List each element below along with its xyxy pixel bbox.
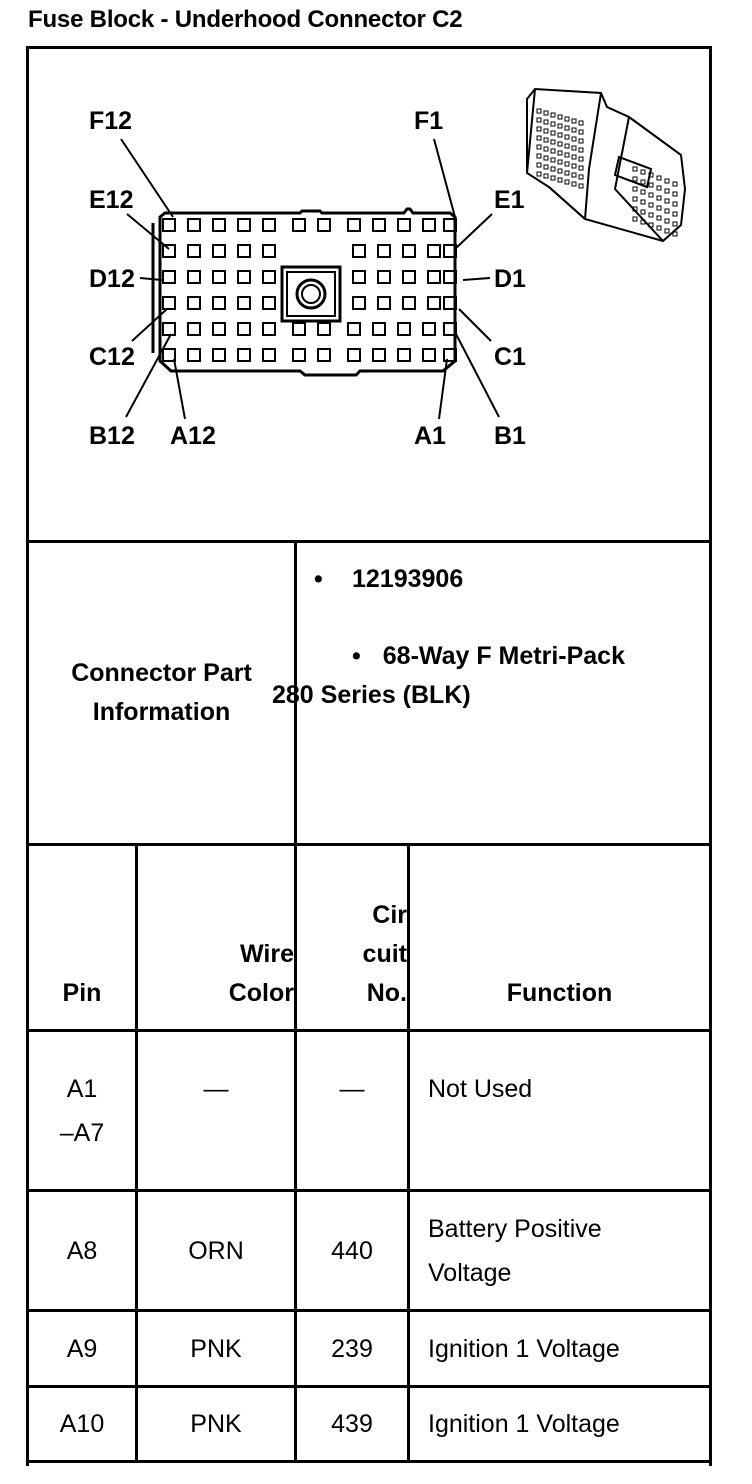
row-3-function [410, 1312, 709, 1385]
thumb-cavity [558, 115, 562, 119]
row-2-wire [138, 1192, 294, 1309]
cavity [428, 271, 440, 283]
connector-face-drawing [29, 49, 709, 541]
cavity [163, 297, 175, 309]
thumb-cavity [551, 149, 555, 153]
thumb-cavity [565, 171, 569, 175]
row-3-wire [138, 1312, 294, 1385]
thumb-cavity [537, 172, 541, 176]
thumb-cavity [579, 130, 583, 134]
cavity [293, 219, 305, 231]
label-c1: C1 [494, 343, 526, 371]
cavity [378, 245, 390, 257]
row-3-wire-text: PNK [190, 1334, 242, 1363]
thumb-cavity [537, 109, 541, 113]
cavity [163, 271, 175, 283]
label-a1: A1 [414, 422, 446, 450]
thumb-cavity [551, 158, 555, 162]
cavity [403, 245, 415, 257]
thumb-cavity [633, 187, 637, 191]
header-circuit-line1: Cir [372, 901, 407, 929]
thumb-cavity [641, 170, 645, 174]
cavity [353, 297, 365, 309]
thumb-cavity [572, 119, 576, 123]
cavity [238, 297, 250, 309]
label-f12: F12 [89, 107, 133, 135]
row-1-wire-text: — [203, 1074, 229, 1103]
page-title: Fuse Block - Underhood Connector C2 [28, 6, 463, 33]
cavity [348, 323, 360, 335]
part-info-heading-line2: Information [92, 698, 231, 726]
thumb-cavity [633, 217, 637, 221]
cavity [423, 323, 435, 335]
part-number: 12193906 [352, 565, 464, 593]
header-wire-color [138, 846, 294, 1029]
part-info-list [272, 560, 702, 715]
cavity [238, 271, 250, 283]
thumb-cavity [565, 180, 569, 184]
thumb-cavity [572, 164, 576, 168]
cavity [423, 349, 435, 361]
cavity [348, 349, 360, 361]
cavity [353, 271, 365, 283]
header-function [410, 846, 709, 1029]
thumb-cavity [572, 128, 576, 132]
row-4-circuit-text: 439 [331, 1410, 373, 1438]
cavity [423, 219, 435, 231]
thumb-cavity [673, 212, 677, 216]
row-3-pin [29, 1312, 135, 1385]
row-2-function-line1: Battery Positive [428, 1214, 602, 1243]
cavity [428, 245, 440, 257]
cavity [398, 323, 410, 335]
cavity [263, 271, 275, 283]
cavity [263, 219, 275, 231]
label-e12: E12 [89, 186, 134, 214]
thumb-cavity [558, 169, 562, 173]
thumb-cavity [544, 120, 548, 124]
cavity [353, 245, 365, 257]
cavity [163, 219, 175, 231]
row-1-function [410, 1032, 709, 1189]
part-info-heading-line1: Connector Part [71, 659, 252, 687]
thumb-cavity [649, 183, 653, 187]
row-4-wire [138, 1388, 294, 1460]
thumb-cavity [572, 155, 576, 159]
thumb-cavity [551, 113, 555, 117]
thumb-cavity [657, 186, 661, 190]
thumb-cavity [633, 197, 637, 201]
thumb-cavity [537, 136, 541, 140]
thumb-cavity [551, 122, 555, 126]
cavity [318, 349, 330, 361]
cavity [263, 349, 275, 361]
label-b1: B1 [494, 422, 526, 450]
cavity [263, 297, 275, 309]
label-b12: B12 [89, 422, 135, 450]
thumb-cavity [544, 129, 548, 133]
part-number-item [312, 560, 702, 599]
thumb-cavity [579, 166, 583, 170]
thumb-cavity [558, 151, 562, 155]
row-2-function [410, 1192, 709, 1309]
header-circuit-line2: cuit [362, 940, 407, 968]
cavity [213, 349, 225, 361]
cavity [238, 245, 250, 257]
row-4-wire-text: PNK [190, 1410, 242, 1438]
thumb-cavity [537, 154, 541, 158]
thumb-cavity [657, 206, 661, 210]
label-c12: C12 [89, 343, 135, 371]
thumb-cavity [544, 156, 548, 160]
label-f1: F1 [414, 107, 444, 135]
row-4-function-text: Ignition 1 Voltage [428, 1410, 620, 1438]
thumb-cavity [558, 133, 562, 137]
cavity [378, 271, 390, 283]
thumb-cavity [572, 182, 576, 186]
cavity [263, 245, 275, 257]
thumb-cavity [565, 135, 569, 139]
part-description-line2: 280 Series (BLK) [272, 681, 471, 709]
thumb-cavity [544, 147, 548, 151]
thumb-cavity [544, 138, 548, 142]
thumb-cavity [641, 210, 645, 214]
bullet-glyph: • [314, 565, 323, 593]
divider-bottom [26, 1460, 712, 1463]
cavity [398, 219, 410, 231]
row-1-function-text: Not Used [428, 1074, 533, 1103]
thumb-cavity [579, 148, 583, 152]
thumb-cavity [537, 127, 541, 131]
cavity [403, 297, 415, 309]
row-4-circuit [297, 1388, 407, 1460]
header-pin-text: Pin [62, 979, 102, 1007]
cavity [263, 323, 275, 335]
cavity [293, 323, 305, 335]
thumb-cavity [579, 184, 583, 188]
cavity [238, 349, 250, 361]
row-3-circuit [297, 1312, 407, 1385]
thumb-cavity [537, 163, 541, 167]
thumb-cavity [572, 173, 576, 177]
cavity [213, 297, 225, 309]
cavity [378, 297, 390, 309]
cavity [163, 323, 175, 335]
row-1-circuit [297, 1032, 407, 1189]
thumb-cavity [673, 192, 677, 196]
thumb-cavity [537, 145, 541, 149]
thumb-cavity [544, 165, 548, 169]
thumb-cavity [657, 216, 661, 220]
cavity [373, 349, 385, 361]
cavity-grid [163, 219, 456, 361]
thumb-cavity [572, 146, 576, 150]
cavity [373, 323, 385, 335]
thumb-cavity [579, 175, 583, 179]
thumb-cavity [565, 153, 569, 157]
cavity [348, 219, 360, 231]
part-description-line1: 68-Way F Metri-Pack [382, 642, 625, 670]
thumb-cavity [558, 160, 562, 164]
row-2-function-line2: Voltage [428, 1258, 512, 1287]
cavity [188, 271, 200, 283]
cavity [238, 219, 250, 231]
thumb-cavity [633, 167, 637, 171]
thumb-cavity [657, 226, 661, 230]
cavity [403, 271, 415, 283]
thumb-cavity [665, 209, 669, 213]
row-2-pin [29, 1192, 135, 1309]
cavity [188, 219, 200, 231]
cavity [213, 245, 225, 257]
thumb-cavity [657, 196, 661, 200]
header-wire-line2: Color [228, 979, 294, 1007]
header-circuit-line3: No. [366, 979, 407, 1007]
thumb-cavity [673, 182, 677, 186]
cavity [213, 271, 225, 283]
thumb-cavity [551, 140, 555, 144]
row-2-wire-text: ORN [188, 1236, 244, 1265]
row-1-pin-line1: A1 [66, 1074, 98, 1103]
row-4-pin-text: A10 [59, 1410, 105, 1438]
thumb-cavity [565, 117, 569, 121]
cavity [238, 323, 250, 335]
row-1-wire [138, 1032, 294, 1189]
thumb-cavity [565, 126, 569, 130]
cavity [318, 323, 330, 335]
label-e1: E1 [494, 186, 525, 214]
thumb-cavity [537, 118, 541, 122]
part-info-heading [29, 543, 294, 843]
row-2-circuit-text: 440 [331, 1236, 373, 1265]
bullet-glyph: • [352, 642, 361, 670]
row-2-circuit [297, 1192, 407, 1309]
thumb-cavity [565, 144, 569, 148]
row-1-circuit-text: — [339, 1074, 365, 1103]
thumb-cavity [665, 219, 669, 223]
header-circuit-no [297, 846, 407, 1029]
cavity [398, 349, 410, 361]
thumb-cavity [649, 213, 653, 217]
thumb-cavity [657, 176, 661, 180]
thumb-cavity [641, 190, 645, 194]
cavity [428, 297, 440, 309]
row-1-pin [29, 1032, 135, 1189]
header-wire-line1: Wire [240, 940, 294, 968]
cavity [318, 219, 330, 231]
thumb-cavity [572, 137, 576, 141]
cavity [213, 323, 225, 335]
row-2-pin-text: A8 [66, 1236, 98, 1265]
thumb-cavity [565, 162, 569, 166]
thumb-cavity [641, 200, 645, 204]
label-d1: D1 [494, 265, 526, 293]
row-1-pin-line2: –A7 [59, 1118, 105, 1147]
header-pin [29, 846, 135, 1029]
thumb-cavity [641, 180, 645, 184]
cavity [293, 349, 305, 361]
label-d12: D12 [89, 265, 135, 293]
thumb-cavity [665, 189, 669, 193]
row-4-pin [29, 1388, 135, 1460]
thumb-cavity [551, 167, 555, 171]
thumb-cavity [579, 139, 583, 143]
cavity [188, 323, 200, 335]
thumb-cavity [544, 111, 548, 115]
thumb-cavity [673, 222, 677, 226]
row-3-function-text: Ignition 1 Voltage [428, 1334, 620, 1363]
row-4-function [410, 1388, 709, 1460]
cavity [188, 349, 200, 361]
cavity [188, 245, 200, 257]
thumb-cavity [649, 193, 653, 197]
cavity [188, 297, 200, 309]
thumb-cavity [558, 124, 562, 128]
thumb-cavity [665, 199, 669, 203]
thumb-cavity [579, 157, 583, 161]
thumb-cavity [551, 176, 555, 180]
thumb-cavity [579, 121, 583, 125]
thumb-cavity [665, 179, 669, 183]
part-description-item [272, 637, 702, 715]
thumb-cavity [558, 142, 562, 146]
thumb-cavity [633, 177, 637, 181]
thumb-cavity [665, 229, 669, 233]
row-3-circuit-text: 239 [331, 1334, 373, 1363]
header-function-text: Function [506, 979, 613, 1007]
label-a12: A12 [170, 422, 216, 450]
thumb-cavity [544, 174, 548, 178]
connector-3d-icon [527, 89, 685, 241]
row-3-pin-text: A9 [66, 1334, 98, 1363]
center-lock [282, 267, 340, 321]
cavity [213, 219, 225, 231]
thumb-cavity [551, 131, 555, 135]
thumb-cavity [673, 202, 677, 206]
connector-diagram [29, 49, 709, 541]
thumb-cavity [649, 203, 653, 207]
thumb-cavity [558, 178, 562, 182]
cavity [373, 219, 385, 231]
